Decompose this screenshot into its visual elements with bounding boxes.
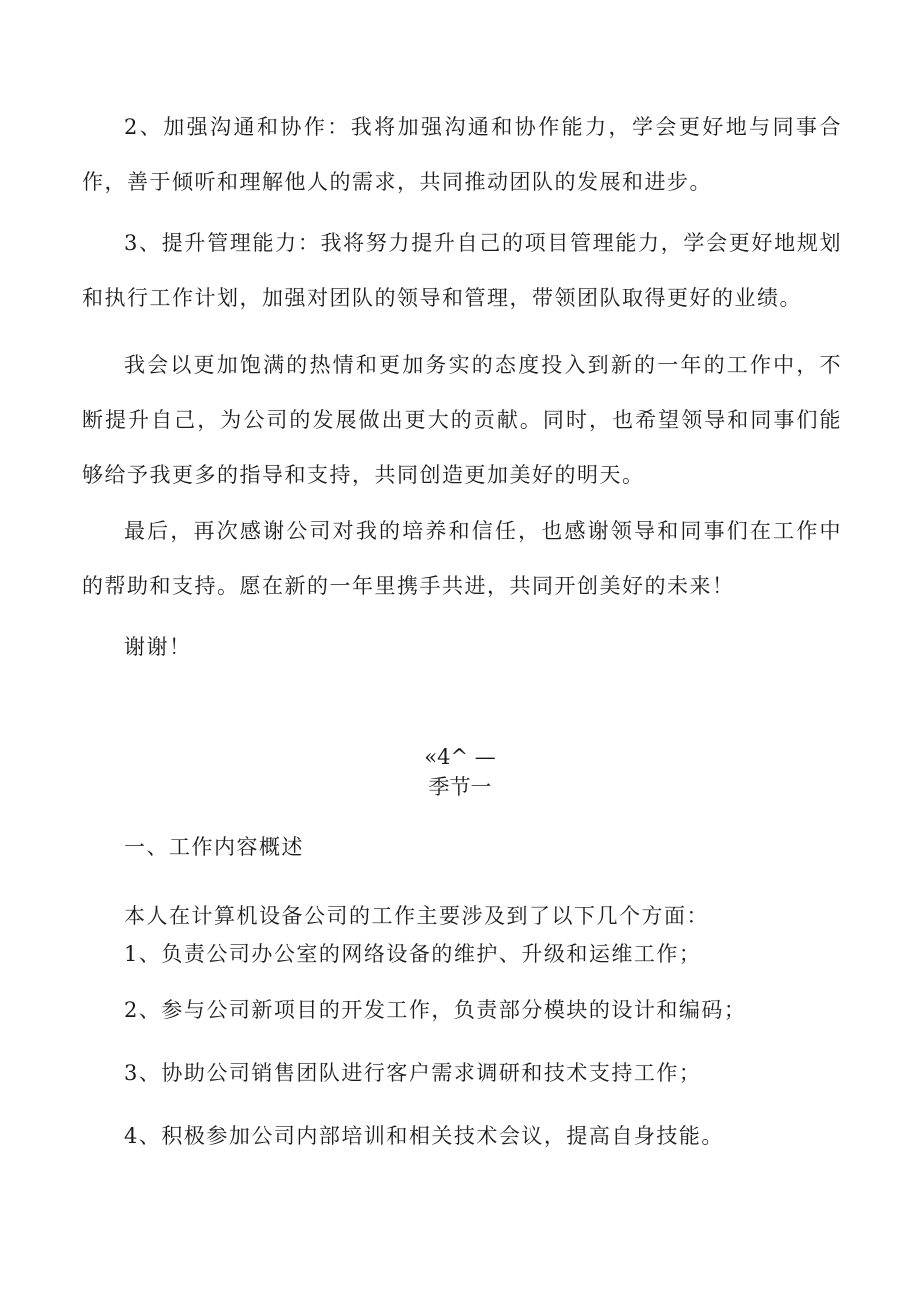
section-title: 季节一 <box>428 775 492 799</box>
paragraph-thanks: 谢谢！ <box>124 635 192 659</box>
paragraph-closing: 最后，再次感谢公司对我的培养和信任，也感谢领导和同事们在工作中的帮助和支持。愿在新的一年里携手共进，共同开创美好的未来！ <box>82 519 842 598</box>
paragraph-communication: 2、加强沟通和协作：我将加强沟通和协作能力，学会更好地与同事合作，善于倾听和理解他人的需求，共同推动团队的发展和进步。 <box>82 115 842 194</box>
list-item: 3、协助公司销售团队进行客户需求调研和技术支持工作； <box>124 1061 702 1085</box>
paragraph-commitment: 我会以更加饱满的热情和更加务实的态度投入到新的一年的工作中，不断提升自己，为公司的发展做出更大的贡献。同时，也希望领导和同事们能够给予我更多的指导和支持，共同创造更加美好的明天。 <box>82 353 842 487</box>
section-marker: «4^ — <box>424 745 496 769</box>
list-item: 4、积极参加公司内部培训和相关技术会议，提高自身技能。 <box>124 1124 724 1148</box>
section-heading: 一、工作内容概述 <box>124 835 304 859</box>
list-item: 1、负责公司办公室的网络设备的维护、升级和运维工作； <box>124 942 702 966</box>
section-intro: 本人在计算机设备公司的工作主要涉及到了以下几个方面： <box>124 904 709 928</box>
list-item: 2、参与公司新项目的开发工作，负责部分模块的设计和编码； <box>124 998 747 1022</box>
paragraph-management: 3、提升管理能力：我将努力提升自己的项目管理能力，学会更好地规划和执行工作计划，加强对团队的领导和管理，带领团队取得更好的业绩。 <box>82 231 842 310</box>
